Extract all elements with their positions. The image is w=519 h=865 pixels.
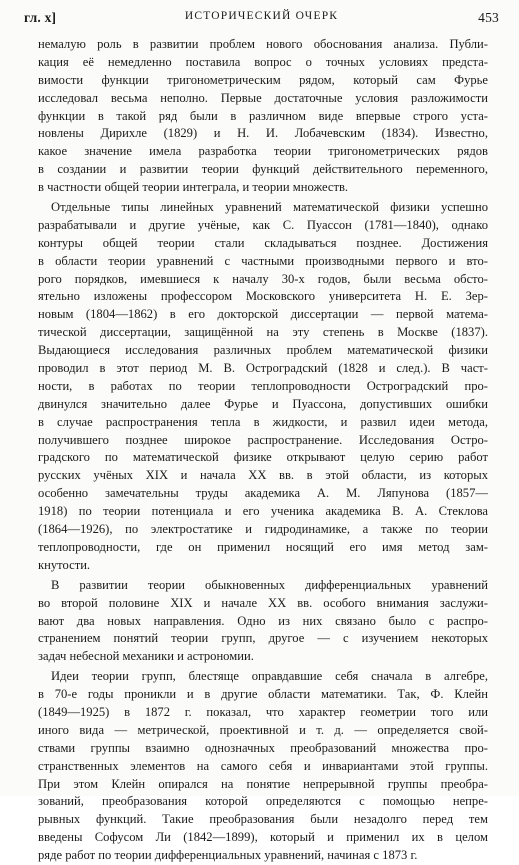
text-line: особенно замечательны труды академика А. М. Ляпунова (1857— [38,486,488,501]
text-line: Отдельные типы линейных уравнений математической физики успешно [51,200,488,215]
text-line: ряде работ по теории дифференциальных уравнений, начиная с 1873 г. [38,848,418,863]
text-line: в создании и развитии теории функций действительного переменного, [38,162,488,177]
text-line: тической диссертации, защищённой на эту степень в Москве (1837). [38,325,488,340]
text-line: русских учёных XIX и начала XX вв. в этой области, из которых [38,468,488,483]
text-line: двинулся значительно далее Фурье и Пуассона, допустивших ошибки [38,396,488,411]
text-line: введены Софусом Ли (1842—1899), который и применил их в целом [38,830,488,845]
text-line: в 70-е годы проникли и в другие области математики. Так, Ф. Клейн [38,687,488,702]
text-line: вают два новых направления. Одно из них связано было с распро- [38,613,488,628]
text-line: в частности общей теории интеграла, и теории множеств. [38,180,349,195]
text-line: в случае распространения тепла в жидкости, и развил идеи метода, [38,414,488,429]
text-line: ствами группы взаимно однозначных преобразований множества про- [38,740,488,755]
text-line: какое значение имела разработка теории тригонометрических рядов [38,144,488,159]
text-line: исследовал весьма неполно. Первые достаточные условия разложимости [38,90,488,105]
text-line: задач небесной механики и астрономии. [38,649,254,664]
text-line: В развитии теории обыкновенных дифференциальных уравнений [51,577,488,592]
text-line: теплопроводности, где он применил носящий его имя метод зам- [38,539,488,554]
running-header [24,10,499,30]
text-line: проводил в этот период М. В. Остроградский (1828 и след.). В част- [38,361,488,376]
text-line: во второй половине XIX и начале XX вв. особого внимания заслужи- [38,595,488,610]
text-line: новым (1804—1862) в его докторской диссертации — первой матема- [38,307,488,322]
text-line: При этом Клейн опирался на понятие непрерывной группы преобра- [38,776,488,791]
text-line: Выдающиеся исследования различных проблем математической физики [38,343,488,358]
text-line: рого порядков, имевшиеся к началу 30-х годов, были весьма обсто- [38,271,488,286]
text-line: получившего позднее широкое распространение. Исследования Остро- [38,432,488,447]
page-number: 453 [478,10,499,25]
paragraph [38,668,488,865]
text-line: в области теории уравнений с частными производными первого и вто- [38,253,488,268]
text-line: новлены Дирихле (1829) и Н. И. Лобачевским (1834). Известно, [38,126,488,141]
text-line: (1849—1925) в 1872 г. показал, что характер геометрии того или [38,704,488,719]
text-line: ности, в работах по теории теплопроводности Остроградский про- [38,378,488,393]
text-line: ятельно изложены профессором Московского университета Н. Е. Зер- [38,289,488,304]
text-line: Идеи теории групп, блестяще оправдавшие себя сначала в алгебре, [51,669,488,684]
paragraph [38,199,488,575]
text-line: кнутости. [38,557,91,572]
text-line: странением понятий теории групп, другое — с изучением некоторых [38,631,488,646]
running-title: ИСТОРИЧЕСКИЙ ОЧЕРК [184,10,339,22]
body-text [38,36,488,865]
text-line: 1918) по теории потенциала и его ученика академика В. А. Стеклова [38,504,488,519]
text-line: разрабатывали и другие учёные, как С. Пуассон (1781—1840), однако [38,217,488,232]
paragraph [38,577,488,666]
chapter-marker: гл. x] [24,10,57,25]
text-line: вимости функции тригонометрическим рядом, который сам Фурье [38,72,488,87]
text-line: иного вида — метрической, проективной и т. д. — определяется свой- [38,722,488,737]
text-line: немалую роль в развитии проблем нового обоснования анализа. Публи- [38,37,488,51]
text-line: (1864—1926), по электростатике и гидродинамике, а также по теории [38,522,488,537]
text-line: рывных функций. Такие преобразования были незадолго перед тем [38,812,488,827]
text-line: контуры общей теории стали складываться позднее. Достижения [38,235,488,250]
paragraph [38,36,488,197]
text-line: странственных элементов на самого себя и инвариантами этой группы. [38,758,488,773]
text-line: зований, преобразования которой определяются с помощью непре- [38,794,488,809]
text-line: градского по математической физике открывают целую серию работ [38,450,488,465]
text-line: кация её немедленно поставила вопрос о точных условиях предста- [38,54,488,69]
text-line: функции в такой ряд были в различном виде впервые строго уста- [38,108,488,123]
